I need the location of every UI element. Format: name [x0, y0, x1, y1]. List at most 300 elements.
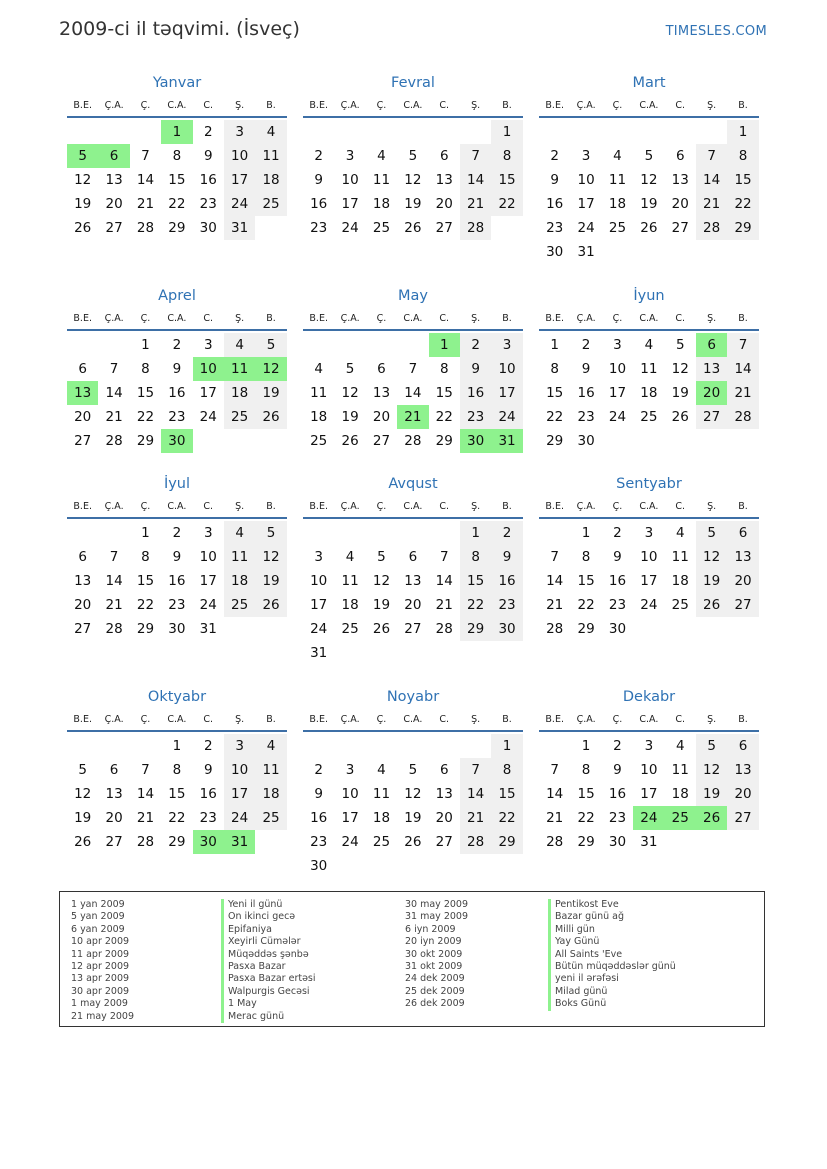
day-cell: 20	[105, 810, 123, 826]
day-cell: 17	[640, 573, 658, 589]
day-cell: 7	[550, 762, 559, 778]
day-cell: 21	[105, 409, 123, 425]
legend-holiday-name: Müqəddəs şənbə	[221, 949, 316, 961]
day-cell: 29	[136, 621, 155, 637]
day-cell: 7	[727, 333, 758, 357]
day-cell: 30	[168, 621, 186, 637]
weekday-label: Ç.	[376, 312, 387, 324]
day-blank	[665, 120, 696, 144]
day-cell: 11	[671, 549, 689, 565]
day-cell: 6	[675, 148, 685, 164]
day-cell: 11	[310, 385, 328, 401]
day-cell: 10	[491, 357, 522, 381]
holiday-cell: 30	[460, 429, 491, 453]
day-blank	[98, 333, 129, 357]
weekday-label: C.A.	[167, 500, 187, 512]
day-cell: 18	[224, 381, 255, 405]
legend-date: 6 yan 2009	[71, 923, 125, 935]
weekday-label: Ç.	[612, 500, 623, 512]
day-cell: 28	[105, 433, 123, 449]
day-grid	[539, 734, 759, 854]
day-cell: 22	[577, 597, 595, 613]
day-cell: 1	[172, 738, 182, 754]
day-cell: 31	[577, 244, 595, 260]
day-cell: 17	[199, 385, 217, 401]
weekday-label: B.E.	[73, 713, 92, 725]
day-cell: 29	[435, 433, 453, 449]
weekday-label: B.E.	[73, 500, 92, 512]
day-cell: 16	[491, 569, 522, 593]
weekday-label: Ç.	[140, 713, 151, 725]
day-cell: 3	[203, 525, 213, 541]
weekday-label: Ç.	[612, 312, 623, 324]
day-cell: 9	[550, 172, 559, 188]
day-cell: 15	[136, 385, 155, 401]
day-cell: 3	[224, 734, 255, 758]
day-cell: 14	[460, 168, 491, 192]
day-cell: 8	[172, 762, 182, 778]
day-cell: 21	[727, 381, 758, 405]
holiday-cell: 12	[255, 357, 286, 381]
day-cell: 20	[671, 196, 689, 212]
day-cell: 16	[199, 786, 217, 802]
day-cell: 15	[577, 573, 595, 589]
holiday-cell: 6	[696, 333, 727, 357]
weekday-label: Ş.	[471, 500, 481, 512]
day-cell: 27	[372, 433, 391, 449]
day-cell: 15	[136, 573, 155, 589]
day-cell: 4	[377, 762, 386, 778]
weekday-label: Ç.A.	[104, 99, 124, 111]
day-cell: 21	[696, 192, 727, 216]
day-cell: 13	[105, 172, 123, 188]
day-cell: 19	[341, 409, 359, 425]
day-cell: 9	[491, 545, 522, 569]
day-cell: 23	[546, 220, 564, 236]
day-cell: 27	[435, 220, 453, 236]
day-cell: 6	[377, 361, 386, 377]
day-cell: 25	[608, 220, 627, 236]
day-cell: 3	[644, 738, 654, 754]
day-cell: 14	[460, 782, 491, 806]
weekday-label: Ç.A.	[340, 312, 360, 324]
day-cell: 15	[727, 168, 758, 192]
day-blank	[334, 521, 365, 545]
day-cell: 29	[168, 834, 186, 850]
day-blank	[366, 734, 397, 758]
day-cell: 29	[460, 617, 491, 641]
legend-date: 5 yan 2009	[71, 911, 125, 923]
legend-holiday-name: Yeni il günü	[221, 899, 316, 911]
day-cell: 2	[613, 738, 622, 754]
day-cell: 31	[224, 216, 255, 240]
weekday-label: B.	[738, 500, 748, 512]
day-cell: 5	[644, 148, 654, 164]
weekday-label: Ş.	[235, 312, 245, 324]
weekday-label: B.	[738, 312, 748, 324]
weekday-label: C.	[439, 500, 450, 512]
day-cell: 25	[640, 409, 658, 425]
day-cell: 10	[608, 361, 627, 377]
holiday-cell: 20	[696, 381, 727, 405]
day-grid	[303, 521, 523, 665]
day-cell: 11	[372, 786, 391, 802]
day-blank	[98, 734, 129, 758]
day-cell: 26	[696, 593, 727, 617]
weekday-label: B.	[266, 500, 276, 512]
day-blank	[366, 333, 397, 357]
day-cell: 15	[546, 385, 564, 401]
day-cell: 29	[727, 216, 758, 240]
day-cell: 24	[640, 597, 658, 613]
day-cell: 26	[255, 405, 286, 429]
weekday-header	[67, 495, 287, 519]
day-blank	[98, 521, 129, 545]
day-cell: 4	[255, 120, 286, 144]
day-cell: 8	[491, 758, 522, 782]
day-blank	[303, 333, 334, 357]
day-cell: 26	[255, 593, 286, 617]
day-cell: 4	[644, 337, 654, 353]
weekday-label: Ç.	[376, 99, 387, 111]
day-blank	[696, 120, 727, 144]
day-cell: 8	[727, 144, 758, 168]
day-cell: 16	[460, 381, 491, 405]
day-cell: 31	[310, 645, 328, 661]
day-cell: 2	[314, 762, 323, 778]
day-cell: 14	[404, 385, 422, 401]
day-blank	[539, 734, 570, 758]
day-grid	[67, 120, 287, 240]
day-cell: 26	[74, 834, 92, 850]
day-cell: 17	[640, 786, 658, 802]
weekday-label: B.E.	[309, 99, 328, 111]
day-cell: 3	[345, 762, 355, 778]
month-title: Noyabr	[386, 689, 440, 705]
day-cell: 4	[345, 549, 355, 565]
weekday-label: Ç.A.	[340, 99, 360, 111]
day-blank	[633, 120, 664, 144]
month-7	[303, 473, 523, 665]
day-cell: 6	[408, 549, 418, 565]
legend-date: 30 okt 2009	[405, 948, 463, 960]
day-cell: 17	[341, 810, 359, 826]
day-cell: 4	[675, 525, 685, 541]
day-cell: 27	[74, 433, 92, 449]
day-blank	[98, 120, 129, 144]
day-cell: 21	[460, 192, 491, 216]
brand-logo[interactable]: TIMESLES.COM	[665, 24, 767, 39]
day-cell: 22	[168, 810, 186, 826]
day-cell: 22	[546, 409, 564, 425]
day-cell: 22	[168, 196, 186, 212]
day-cell: 13	[696, 357, 727, 381]
weekday-label: B.E.	[545, 312, 564, 324]
day-cell: 1	[141, 337, 150, 353]
day-cell: 9	[581, 361, 591, 377]
day-cell: 2	[613, 525, 622, 541]
day-cell: 9	[203, 148, 213, 164]
weekday-label: C.A.	[639, 500, 659, 512]
legend-date: 11 apr 2009	[71, 948, 130, 960]
day-grid	[67, 734, 287, 854]
day-cell: 1	[581, 525, 591, 541]
day-cell: 27	[435, 834, 453, 850]
day-cell: 15	[491, 168, 522, 192]
legend-holiday-name: 1 May	[221, 998, 316, 1010]
day-cell: 15	[491, 782, 522, 806]
day-cell: 9	[314, 172, 323, 188]
holiday-cell: 5	[67, 144, 98, 168]
day-cell: 13	[372, 385, 391, 401]
day-cell: 26	[640, 220, 658, 236]
weekday-label: Ç.A.	[340, 713, 360, 725]
day-cell: 4	[255, 734, 286, 758]
day-cell: 25	[372, 220, 391, 236]
legend-holiday-name: Milad günü	[548, 986, 676, 998]
day-cell: 14	[435, 573, 453, 589]
day-cell: 16	[310, 810, 328, 826]
weekday-label: C.	[675, 713, 686, 725]
legend-date: 30 may 2009	[405, 899, 469, 910]
day-cell: 3	[314, 549, 323, 565]
day-cell: 28	[136, 834, 155, 850]
day-cell: 24	[224, 192, 255, 216]
day-cell: 13	[727, 758, 758, 782]
holiday-cell: 1	[429, 333, 460, 357]
holiday-cell: 26	[696, 806, 727, 830]
day-cell: 1	[141, 525, 150, 541]
day-cell: 19	[255, 569, 286, 593]
day-blank	[397, 120, 428, 144]
day-cell: 1	[581, 738, 591, 754]
legend-dates-right	[405, 899, 468, 1011]
day-cell: 6	[439, 762, 449, 778]
weekday-label: Ç.	[140, 312, 151, 324]
day-cell: 8	[581, 762, 591, 778]
day-cell: 23	[460, 405, 491, 429]
month-10	[303, 686, 523, 878]
weekday-header	[539, 495, 759, 519]
weekday-label: B.E.	[73, 99, 92, 111]
day-cell: 22	[727, 192, 758, 216]
day-blank	[366, 521, 397, 545]
legend-dates-left	[71, 899, 134, 1023]
day-cell: 6	[727, 521, 758, 545]
day-cell: 27	[404, 621, 422, 637]
weekday-header	[67, 307, 287, 331]
day-cell: 22	[460, 593, 491, 617]
day-cell: 12	[640, 172, 658, 188]
day-cell: 5	[345, 361, 355, 377]
day-cell: 23	[491, 593, 522, 617]
legend-date: 1 yan 2009	[71, 899, 125, 910]
day-cell: 28	[460, 830, 491, 854]
legend-holiday-name: On ikinci gecə	[221, 911, 316, 923]
day-cell: 8	[439, 361, 449, 377]
weekday-label: Ş.	[235, 99, 245, 111]
day-cell: 22	[136, 409, 155, 425]
day-cell: 11	[372, 172, 391, 188]
day-cell: 2	[314, 148, 323, 164]
day-cell: 16	[310, 196, 328, 212]
month-title: İyun	[633, 288, 665, 304]
day-cell: 23	[608, 597, 627, 613]
day-cell: 8	[550, 361, 559, 377]
day-cell: 17	[224, 782, 255, 806]
day-cell: 7	[141, 148, 150, 164]
day-cell: 24	[577, 220, 595, 236]
weekday-label: Ç.A.	[104, 713, 124, 725]
day-cell: 9	[203, 762, 213, 778]
day-cell: 3	[224, 120, 255, 144]
day-cell: 23	[199, 810, 217, 826]
weekday-label: B.	[266, 99, 276, 111]
day-cell: 18	[341, 597, 359, 613]
day-cell: 20	[727, 569, 758, 593]
day-cell: 7	[460, 144, 491, 168]
day-cell: 13	[404, 573, 422, 589]
day-cell: 4	[377, 148, 386, 164]
day-cell: 7	[696, 144, 727, 168]
day-cell: 17	[608, 385, 627, 401]
day-cell: 14	[546, 786, 564, 802]
day-blank	[334, 120, 365, 144]
day-cell: 2	[203, 124, 213, 140]
weekday-label: C.	[439, 713, 450, 725]
day-cell: 28	[404, 433, 422, 449]
weekday-label: B.E.	[73, 312, 92, 324]
day-cell: 25	[671, 597, 689, 613]
weekday-label: C.	[675, 99, 686, 111]
legend-holiday-name: Bazar günü ağ	[548, 911, 676, 923]
day-cell: 21	[460, 806, 491, 830]
weekday-label: B.	[738, 713, 748, 725]
day-grid	[67, 521, 287, 641]
day-cell: 30	[577, 433, 595, 449]
month-2	[539, 72, 759, 264]
legend-date: 26 dek 2009	[405, 998, 465, 1010]
weekday-label: Ç.	[376, 500, 387, 512]
day-cell: 7	[408, 361, 418, 377]
day-cell: 5	[408, 762, 418, 778]
day-cell: 3	[203, 337, 213, 353]
holiday-cell: 1	[161, 120, 192, 144]
day-cell: 10	[310, 573, 328, 589]
day-cell: 15	[577, 786, 595, 802]
day-cell: 14	[546, 573, 564, 589]
day-grid	[539, 333, 759, 453]
day-cell: 18	[310, 409, 328, 425]
day-cell: 18	[255, 168, 286, 192]
weekday-label: Ş.	[707, 312, 717, 324]
weekday-label: B.	[502, 99, 512, 111]
day-cell: 19	[696, 782, 727, 806]
day-cell: 23	[199, 196, 217, 212]
day-cell: 2	[460, 333, 491, 357]
holiday-cell: 6	[98, 144, 129, 168]
day-cell: 22	[491, 192, 522, 216]
day-cell: 8	[460, 545, 491, 569]
weekday-label: B.E.	[545, 500, 564, 512]
holiday-legend	[59, 891, 765, 1027]
day-cell: 16	[199, 172, 217, 188]
holiday-cell: 24	[633, 806, 664, 830]
day-cell: 24	[491, 405, 522, 429]
day-cell: 12	[74, 786, 92, 802]
day-cell: 24	[608, 409, 627, 425]
legend-date: 31 may 2009	[405, 911, 469, 923]
day-cell: 24	[224, 806, 255, 830]
legend-holiday-name: yeni il ərəfəsi	[548, 973, 676, 985]
day-blank	[130, 734, 161, 758]
day-cell: 5	[696, 734, 727, 758]
legend-date: 12 apr 2009	[71, 960, 130, 972]
day-cell: 31	[199, 621, 217, 637]
day-cell: 24	[199, 409, 217, 425]
weekday-label: C.A.	[167, 312, 187, 324]
day-blank	[570, 120, 601, 144]
month-title: Oktyabr	[147, 689, 207, 705]
day-cell: 9	[613, 549, 622, 565]
day-cell: 16	[546, 196, 564, 212]
weekday-label: C.	[675, 312, 686, 324]
legend-holiday-name: All Saints 'Eve	[548, 949, 676, 961]
day-cell: 17	[199, 573, 217, 589]
legend-holiday-name: Xeyirli Cümələr	[221, 936, 316, 948]
day-cell: 29	[577, 834, 595, 850]
day-cell: 23	[310, 220, 328, 236]
day-cell: 5	[78, 762, 87, 778]
day-cell: 14	[105, 573, 123, 589]
day-cell: 18	[372, 196, 391, 212]
day-cell: 4	[224, 521, 255, 545]
day-cell: 29	[136, 433, 155, 449]
holiday-cell: 30	[161, 429, 192, 453]
day-cell: 18	[671, 573, 689, 589]
day-cell: 26	[671, 409, 689, 425]
day-blank	[303, 120, 334, 144]
day-cell: 22	[577, 810, 595, 826]
day-cell: 6	[439, 148, 449, 164]
day-cell: 12	[404, 786, 422, 802]
day-cell: 23	[168, 409, 186, 425]
weekday-label: B.	[266, 713, 276, 725]
day-cell: 20	[404, 597, 422, 613]
weekday-label: Ç.A.	[576, 99, 596, 111]
day-blank	[397, 734, 428, 758]
day-cell: 19	[696, 569, 727, 593]
legend-date: 6 iyn 2009	[405, 923, 456, 935]
day-cell: 18	[224, 569, 255, 593]
weekday-label: C.	[203, 99, 214, 111]
day-cell: 18	[608, 196, 627, 212]
day-cell: 1	[491, 734, 522, 758]
day-blank	[67, 734, 98, 758]
legend-date: 25 dek 2009	[405, 985, 465, 997]
day-cell: 30	[310, 858, 328, 874]
day-cell: 3	[644, 525, 654, 541]
day-cell: 25	[372, 834, 391, 850]
day-cell: 14	[136, 786, 155, 802]
day-blank	[303, 734, 334, 758]
weekday-label: Ç.	[140, 500, 151, 512]
day-cell: 27	[105, 834, 123, 850]
day-cell: 20	[435, 810, 453, 826]
day-cell: 7	[109, 361, 119, 377]
day-cell: 16	[168, 385, 186, 401]
day-cell: 17	[341, 196, 359, 212]
